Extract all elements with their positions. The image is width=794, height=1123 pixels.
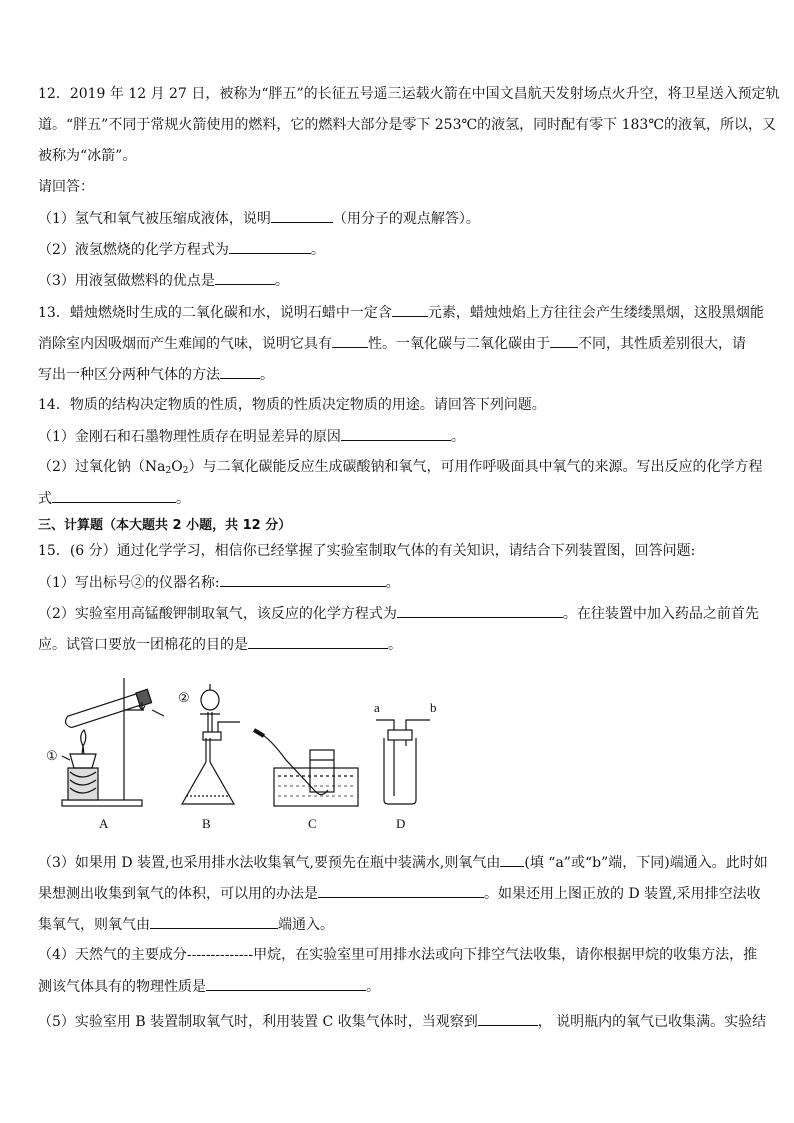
answer-blank[interactable]: [220, 572, 386, 587]
q14-part2: （2）过氧化钠$(Na_2O_2)$与二氧化碳能反应生成碳酸钠和氧气，可用作呼吸面具中氧气的来源。写出反应的化学方程: [38, 459, 763, 476]
q15-part3-cont: 果想测出收集到氧气的体积，可以用的办法是 。如果还用上图正放的 D 装置,采用排空法收: [38, 883, 758, 904]
apparatus-b: [178, 684, 240, 831]
delivery-tube-c: [258, 732, 328, 795]
separatory-funnel: [201, 690, 219, 710]
apparatus-d: [374, 700, 437, 831]
q12-line2: 道。“胖五”不同于常规火箭使用的燃料，它的燃料大部分是零下 253℃的液氢，同时配有零下 183℃的液氧，所以，又: [38, 117, 776, 133]
answer-blank[interactable]: [341, 426, 451, 441]
wood-block: [68, 768, 98, 800]
q15-part4: （4）天然气的主要成分--------------甲烷，在实验室里可用排水法或向下排空气法收集，请你根据甲烷的收集方法，推: [38, 947, 758, 963]
long-tube-a: [376, 720, 394, 796]
trough-water: [278, 786, 354, 796]
port-b-label: b: [430, 700, 437, 715]
label-d: D: [396, 816, 406, 831]
apparatus-figure: [40, 672, 460, 832]
short-tube-b: [406, 720, 430, 746]
q12-line3: 被称为“冰箭”。: [38, 148, 137, 164]
q13-line2: 消除室内因吸烟而产生难闻的气味，说明它具有 性。一氧化碳与二氧化碳由于 不同，其性质差别很大，请: [38, 333, 758, 354]
answer-blank[interactable]: [150, 914, 278, 929]
answer-blank[interactable]: [478, 1011, 538, 1026]
q14-part1: （1）金刚石和石墨物理性质存在明显差异的原因 。: [38, 426, 758, 447]
label-a: A: [99, 816, 109, 831]
label-1-pointer: [62, 756, 70, 760]
lamp-flame: [81, 730, 86, 746]
answer-blank[interactable]: [332, 333, 368, 348]
label-b: B: [202, 816, 211, 831]
delivery-tube-b: [218, 722, 240, 732]
q14-part2-cont: 式 。: [38, 488, 758, 509]
answer-blank[interactable]: [392, 302, 428, 317]
bottle-stopper: [388, 730, 412, 740]
alcohol-lamp: [70, 754, 96, 768]
apparatus-a: [46, 678, 164, 831]
q15-part2-cont: 应。试管口要放一团棉花的目的是 。: [38, 634, 758, 655]
answer-blank[interactable]: [500, 852, 524, 867]
answer-blank[interactable]: [248, 634, 388, 649]
q15-part5: （5）实验室用 B 装置制取氧气时，利用装置 C 收集气体时，当观察到 ， 说明瓶内的氧气已收集满。实验结: [38, 1011, 758, 1032]
q13-line3: 写出一种区分两种气体的方法 。: [38, 364, 758, 385]
water-trough: [274, 768, 358, 806]
q12-part1: （1）氢气和氧气被压缩成液体，说明 （用分子的观点解答）。: [38, 208, 758, 229]
q12-prompt: 请回答：: [38, 179, 94, 195]
apparatus-c: [254, 730, 358, 831]
q13-line1: 13．蜡烛燃烧时生成的二氧化碳和水，说明石蜡中一定含 元素，蜡烛烛焰上方往往会产生缕缕黑烟，这股黑烟能: [38, 302, 758, 323]
rubber-tube: [254, 730, 264, 736]
answer-blank[interactable]: [215, 270, 275, 285]
section-heading: 三、计算题（本大题共 2 小题，共 12 分）: [38, 518, 292, 533]
label-c: C: [308, 816, 317, 831]
mark-1: ①: [46, 748, 58, 763]
q14-line1: 14．物质的结构决定物质的性质，物质的性质决定物质的用途。请回答下列问题。: [38, 397, 546, 413]
q12-part3: （3）用液氢做燃料的优点是 。: [38, 270, 758, 291]
answer-blank[interactable]: [52, 488, 176, 503]
q15-part2: （2）实验室用高锰酸钾制取氧气，该反应的化学方程式为 。在往装置中加入药品之前首先: [38, 603, 758, 624]
q15-part3: （3）如果用 D 装置,也采用排水法收集氧气,要预先在瓶中装满水,则氧气由 (填 “a”或“b”端，下同)端通入。此时如: [38, 852, 758, 873]
port-a-label: a: [374, 700, 380, 715]
answer-blank[interactable]: [318, 883, 484, 898]
q12-part2: （2）液氢燃烧的化学方程式为 。: [38, 239, 758, 260]
q15-part3-cont2: 集氧气，则氧气由 端通入。: [38, 914, 758, 935]
answer-blank[interactable]: [220, 364, 260, 379]
answer-blank[interactable]: [229, 239, 311, 254]
iron-stand-base: [62, 800, 142, 806]
conical-flask: [182, 738, 234, 804]
q15-line1: 15．(6 分）通过化学学习，相信你已经掌握了实验室制取气体的有关知识，请结合下列装置图，回答问题:: [38, 543, 696, 559]
mark-2: ②: [178, 690, 190, 705]
answer-blank[interactable]: [271, 208, 333, 223]
answer-blank[interactable]: [397, 603, 563, 618]
q15-part4-cont: 测该气体具有的物理性质是 。: [38, 976, 758, 997]
delivery-tube-a: [152, 710, 164, 716]
q12-line1: 12．2019 年 12 月 27 日，被称为“胖五”的长征五号遥三运载火箭在中国文昌航天发射场点火升空，将卫星送入预定轨: [38, 86, 780, 102]
lamp-wick: [82, 746, 84, 754]
answer-blank[interactable]: [206, 976, 366, 991]
q15-part1: （1）写出标号②的仪器名称: 。: [38, 572, 758, 593]
gas-bottle: [384, 738, 416, 804]
funnel-stem: [208, 712, 212, 732]
answer-blank[interactable]: [550, 333, 578, 348]
